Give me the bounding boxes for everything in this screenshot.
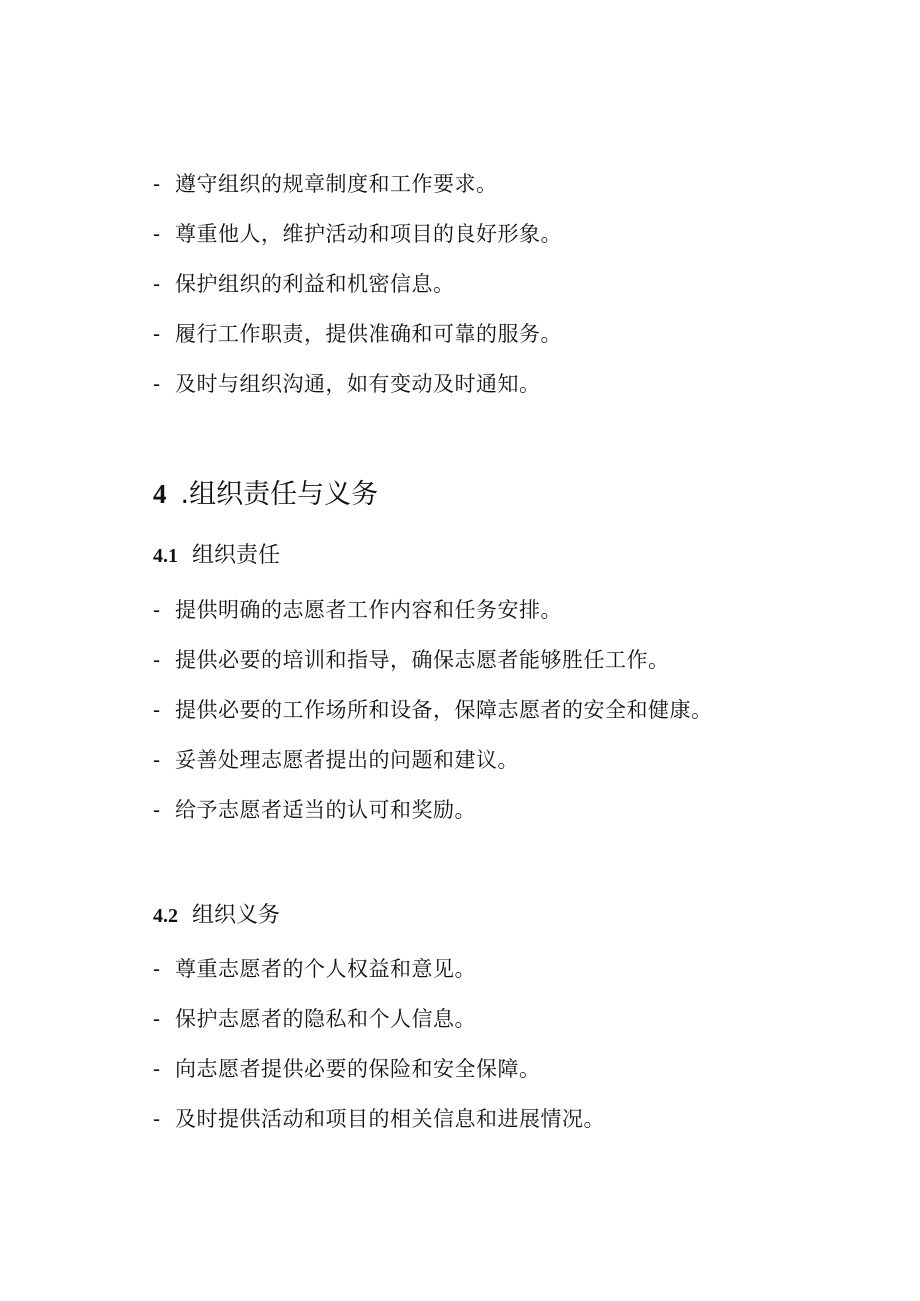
section-title: .组织责任与义务 xyxy=(180,479,379,510)
list-item-text: 保护组织的利益和机密信息。 xyxy=(175,272,455,296)
list-item-text: 提供必要的工作场所和设备，保障志愿者的安全和健康。 xyxy=(175,698,713,722)
bullet-dash: - xyxy=(153,648,161,672)
bullet-dash: - xyxy=(153,1057,161,1081)
list-item xyxy=(153,1005,476,1033)
list-item-text: 履行工作职责，提供准确和可靠的服务。 xyxy=(175,322,562,346)
list-item-text: 提供必要的培训和指导，确保志愿者能够胜任工作。 xyxy=(175,648,670,672)
list-item xyxy=(153,220,562,248)
bullet-dash: - xyxy=(153,222,161,246)
bullet-dash: - xyxy=(153,957,161,981)
list-item xyxy=(153,170,498,198)
section-number: 4 xyxy=(153,479,167,509)
list-item xyxy=(153,696,713,724)
list-item-text: 及时与组织沟通，如有变动及时通知。 xyxy=(175,372,541,396)
subsection-number: 4.1 xyxy=(153,545,178,567)
bullet-dash: - xyxy=(153,272,161,296)
list-item xyxy=(153,955,476,983)
bullet-dash: - xyxy=(153,1107,161,1131)
list-item-text: 提供明确的志愿者工作内容和任务安排。 xyxy=(175,598,562,622)
bullet-dash: - xyxy=(153,598,161,622)
bullet-dash: - xyxy=(153,1007,161,1031)
list-item xyxy=(153,320,562,348)
list-item xyxy=(153,796,476,824)
subsection-heading xyxy=(153,541,280,571)
list-item-text: 保护志愿者的隐私和个人信息。 xyxy=(175,1007,476,1031)
list-item xyxy=(153,746,519,774)
list-item xyxy=(153,596,562,624)
bullet-dash: - xyxy=(153,748,161,772)
list-item-text: 尊重他人，维护活动和项目的良好形象。 xyxy=(175,222,562,246)
bullet-dash: - xyxy=(153,798,161,822)
section-heading xyxy=(153,476,378,513)
bullet-dash: - xyxy=(153,172,161,196)
list-item xyxy=(153,646,670,674)
list-item-text: 给予志愿者适当的认可和奖励。 xyxy=(175,798,476,822)
bullet-dash: - xyxy=(153,372,161,396)
subsection-title: 组织责任 xyxy=(192,543,281,568)
list-item xyxy=(153,1055,541,1083)
list-item xyxy=(153,370,541,398)
subsection-heading xyxy=(153,901,280,931)
subsection-title: 组织义务 xyxy=(192,903,281,928)
list-item xyxy=(153,270,455,298)
list-item xyxy=(153,1105,605,1133)
list-item-text: 遵守组织的规章制度和工作要求。 xyxy=(175,172,498,196)
bullet-dash: - xyxy=(153,322,161,346)
list-item-text: 妥善处理志愿者提出的问题和建议。 xyxy=(175,748,519,772)
subsection-number: 4.2 xyxy=(153,905,178,927)
list-item-text: 向志愿者提供必要的保险和安全保障。 xyxy=(175,1057,541,1081)
bullet-dash: - xyxy=(153,698,161,722)
list-item-text: 及时提供活动和项目的相关信息和进展情况。 xyxy=(175,1107,605,1131)
list-item-text: 尊重志愿者的个人权益和意见。 xyxy=(175,957,476,981)
